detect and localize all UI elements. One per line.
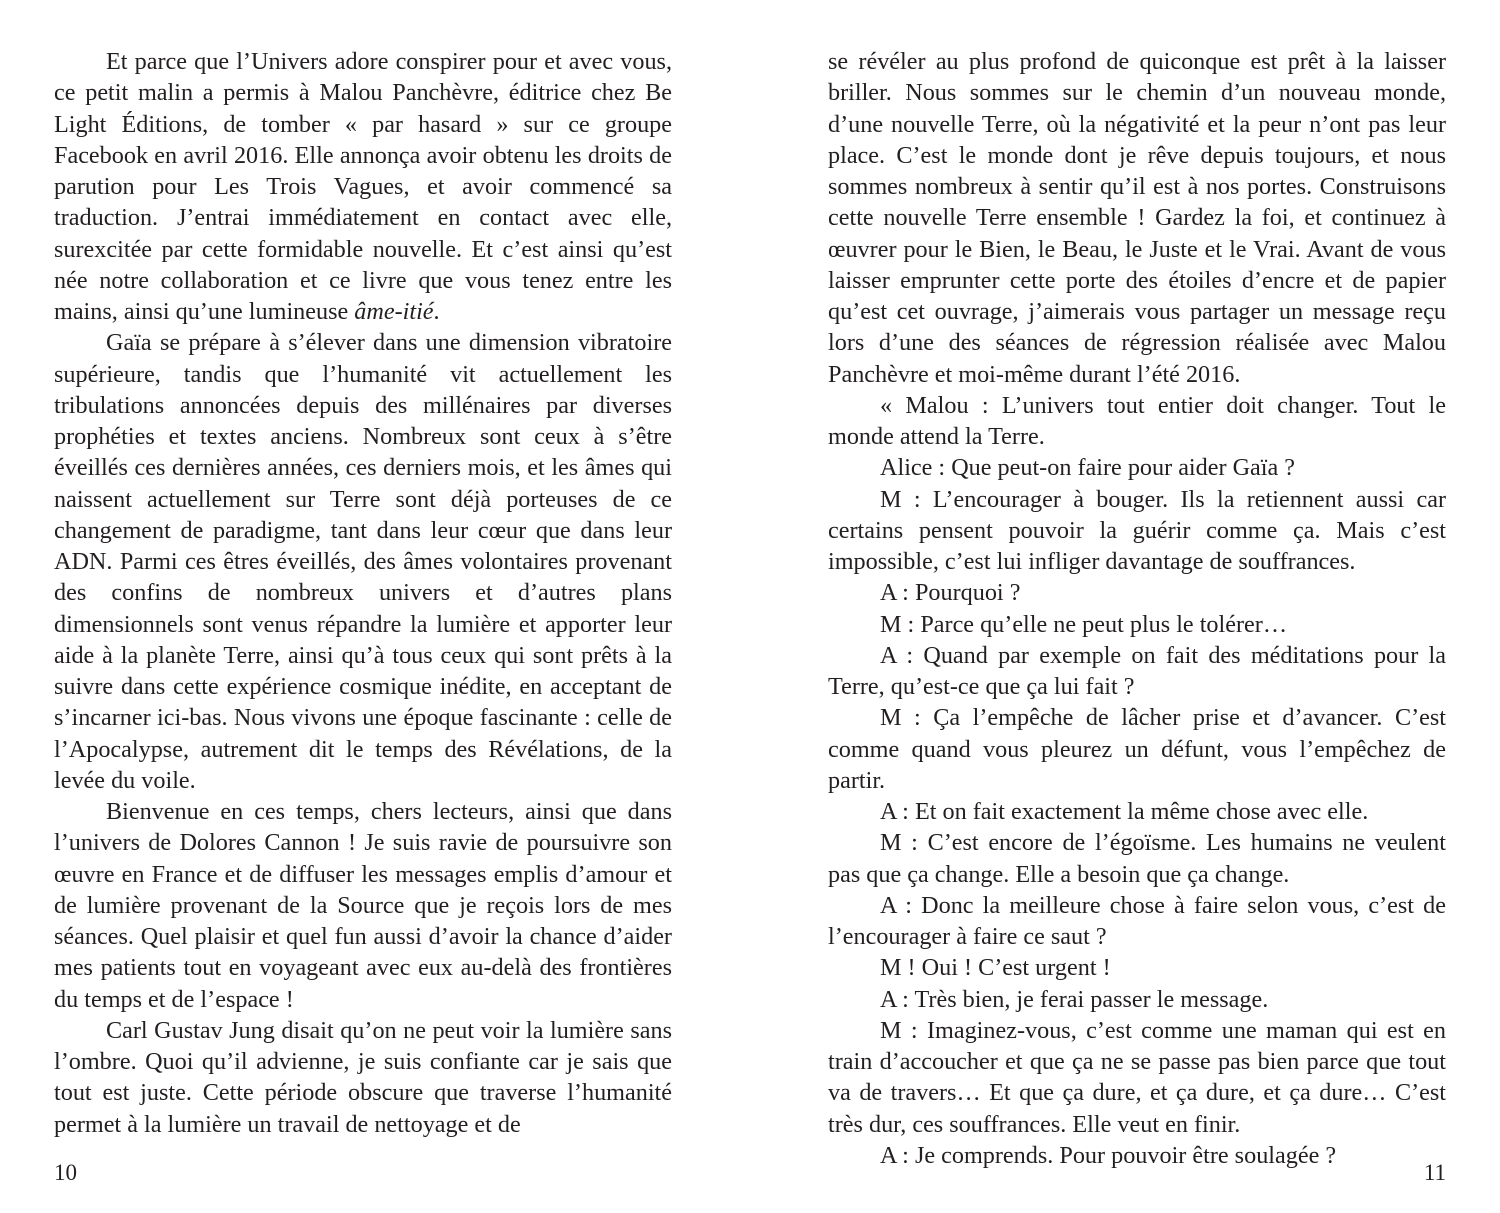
italic-term: âme-itié <box>354 298 434 325</box>
dialogue-line: A : Quand par exemple on fait des méditations pour la Terre, qu’est-ce que ça lui fait ? <box>828 641 1446 700</box>
paragraph: Gaïa se prépare à s’élever dans une dimension vibratoire supérieure, tandis que l’humanité vit actuellement les tribulations annoncées depuis des millénaires par diverses prophéties et textes anciens. Nombreux sont ceux à s’être éveillés ces dernières années, ces derniers mois, et les âmes qui naissent actuellement sur Terre sont déjà porteuses de ce changement de paradigme, tant dans leur cœur que dans leur ADN. Parmi ces êtres éveillés, des âmes volontaires provenant des confins de nombreux univers et d’autres plans dimensionnels sont venus répandre la lumière et apporter leur aide à la planète Terre, ainsi qu’à tous ceux qui sont prêts à la suivre dans cette expérience cosmique inédite, en acceptant de s’incarner ici-bas. Nous vivons une époque fascinante : celle de l’Apocalypse, autrement dit le temps des Révélations, de la levée du voile. <box>54 329 672 794</box>
paragraph-text: Et parce que l’Univers adore conspirer pour et avec vous, ce petit malin a permis à Malou Panchèvre, éditrice chez Be Light Éditions, de tomber « par hasard » sur ce groupe Facebook en avril 2016. Elle annonça avoir obtenu les droits de parution pour Les Trois Vagues, et avoir commencé sa traduction. J’entrai immédiatement en contact avec elle, surexcitée par cette formidable nouvelle. Et c’est ainsi qu’est née notre collaboration et ce livre que vous tenez entre les mains, ainsi qu’une lumineuse <box>54 48 672 325</box>
dialogue-line: A : Très bien, je ferai passer le message. <box>880 985 1269 1013</box>
dialogue-line: M ! Oui ! C’est urgent ! <box>880 954 1111 982</box>
page-number: 11 <box>1423 1160 1446 1185</box>
paragraph: Bienvenue en ces temps, chers lecteurs, ainsi que dans l’univers de Dolores Cannon ! Je suis ravie de poursuivre son œuvre en France et de diffuser les messages emplis d’amour et de lumière provenant de la Source que je reçois lors de mes séances. Quel plaisir et quel fun aussi d’avoir la chance d’aider mes patients tout en voyageant avec eux au-delà des frontières du temps et de l’espace ! <box>54 798 672 1013</box>
dialogue-line: A : Je comprends. Pour pouvoir être soulagée ? <box>880 1141 1337 1169</box>
dialogue-line: A : Pourquoi ? <box>880 579 1021 607</box>
dialogue-line: M : Imaginez-vous, c’est comme une maman qui est en train d’accoucher et que ça ne se passe pas bien parce que tout va de travers… Et que ça dure, et ça dure, et ça dure… C’est très dur, ces souffrances. Elle veut en finir. <box>828 1016 1446 1138</box>
dialogue-line: M : L’encourager à bouger. Ils la retiennent aussi car certains pensent pouvoir la guérir comme ça. Mais c’est impossible, c’est lui infliger davantage de souffrances. <box>828 485 1446 575</box>
paragraph: Carl Gustav Jung disait qu’on ne peut voir la lumière sans l’ombre. Quoi qu’il advienne, je suis confiante car je sais que tout est juste. Cette période obscure que traverse l’humanité permet à la lumière un travail de nettoyage et de <box>54 1016 672 1138</box>
right-page <box>828 46 1446 1206</box>
dialogue-line: M : Ça l’empêche de lâcher prise et d’avancer. C’est comme quand vous pleurez un défunt, vous l’empêchez de partir. <box>828 704 1446 794</box>
dialogue-line: A : Et on fait exactement la même chose avec elle. <box>880 798 1369 825</box>
left-page-text <box>54 46 672 1140</box>
paragraph-end: . <box>433 298 440 325</box>
page-number: 10 <box>54 1160 77 1185</box>
paragraph: se révéler au plus profond de quiconque est prêt à la laisser briller. Nous sommes sur le chemin d’un nouveau monde, d’une nouvelle Terre, où la négativité et la peur n’ont pas leur place. C’est le monde dont je rêve depuis toujours, et nous sommes nombreux à sentir qu’il est à nos portes. Construisons cette nouvelle Terre ensemble ! Gardez la foi, et continuez à œuvrer pour le Bien, le Beau, le Juste et le Vrai. Avant de vous laisser emprunter cette porte des étoiles d’encre et de papier qu’est cet ouvrage, j’aimerais vous partager un message reçu lors d’une des séances de régression réalisée avec Malou Panchèvre et moi-même durant l’été 2016. <box>828 48 1446 388</box>
left-page <box>54 46 672 1206</box>
dialogue-line: M : Parce qu’elle ne peut plus le tolérer… <box>880 610 1288 638</box>
dialogue-line: Alice : Que peut-on faire pour aider Gaïa ? <box>880 454 1296 482</box>
dialogue-line: M : C’est encore de l’égoïsme. Les humains ne veulent pas que ça change. Elle a besoin que ça change. <box>828 829 1446 888</box>
dialogue-line: « Malou : L’univers tout entier doit changer. Tout le monde attend la Terre. <box>828 391 1446 450</box>
dialogue-line: A : Donc la meilleure chose à faire selon vous, c’est de l’encourager à faire ce saut ? <box>828 891 1446 950</box>
paragraph <box>54 46 672 327</box>
right-page-text <box>828 46 1446 1171</box>
